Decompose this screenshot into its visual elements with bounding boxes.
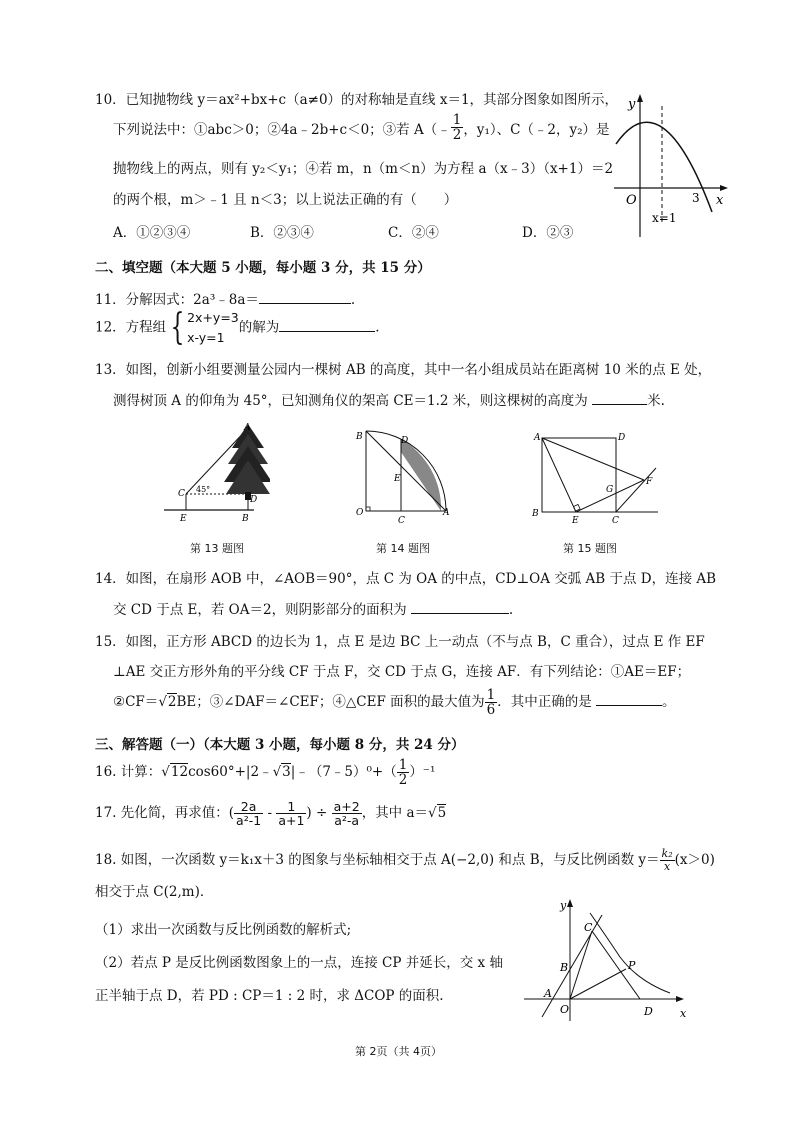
fig14-label-a: A bbox=[443, 508, 450, 518]
q10-line2: 下列说法中：①abc＞0；②4a﹣2b+c＜0；③若 A（﹣ $\frac{1}{2}$ ，y₁）、C（﹣2，y₂）是 bbox=[113, 111, 610, 143]
q10-line4: 的两个根，m＞﹣1 且 n＜3；以上说法正确的有（ ） bbox=[113, 192, 458, 208]
fig15-label-b: B bbox=[532, 509, 539, 519]
ae-segment bbox=[542, 438, 576, 512]
figure-14-caption: 第 14 题图 bbox=[376, 542, 430, 555]
q18-line2: 相交于点 C(2,m)． bbox=[95, 884, 214, 900]
q14-blank bbox=[411, 599, 509, 614]
q10-option-c: C．②④ bbox=[388, 225, 439, 241]
graph-axis-label: x=1 bbox=[652, 211, 677, 225]
section-2-heading: 二、填空题（本大题 5 小题，每小题 3 分，共 15 分） bbox=[95, 260, 431, 276]
q10-line3: 抛物线上的两点，则有 y₂＜y₁；④若 m，n（m＜n）为方程 a（x﹣3）（x+1）＝2 bbox=[113, 161, 614, 177]
x-axis-arrow bbox=[720, 185, 728, 191]
figure-15 bbox=[528, 428, 668, 524]
y-axis-arrow bbox=[637, 94, 643, 102]
fig14-label-e: E bbox=[394, 474, 401, 484]
af-segment bbox=[542, 438, 644, 480]
tree-icon bbox=[224, 424, 270, 500]
graph-three-label: 3 bbox=[692, 191, 700, 205]
fig13-label-d: D bbox=[250, 495, 258, 505]
graph-origin-label: O bbox=[626, 193, 637, 208]
q13-line1: 13．如图，创新小组要测量公园内一棵树 AB 的高度，其中一名小组成员站在距离树 10 米的点 E 处， bbox=[95, 362, 712, 378]
fig13-label-c: C bbox=[178, 489, 185, 499]
q10-option-b: B．②③④ bbox=[250, 225, 314, 241]
q15-blank bbox=[596, 691, 662, 706]
q18-line1: 18. 如图，一次函数 y＝k₁x＋3 的图象与坐标轴相交于点 A(−2,0) 和点 B，与反比例函数 y＝ $\frac{\text{k₂}}{x}$ (x＞0) bbox=[95, 847, 715, 873]
fig18-label-y: y bbox=[560, 899, 567, 912]
q18-part2: （2）若点 P 是反比例函数图象上的一点，连接 CP 并延长，交 x 轴 bbox=[95, 955, 503, 971]
fig15-label-e: E bbox=[572, 516, 579, 524]
q15-line3: ②CF＝√2BE；③∠DAF＝∠CEF；④△CEF 面积的最大值为 $\frac{1}{6}$ ．其中正确的是 。 bbox=[113, 687, 676, 719]
fig15-label-c: C bbox=[612, 516, 619, 524]
q17: 17. 先化简，再求值：( $\frac{2a}{\text{a²-1}}$ - $\frac{1}{a+1}$ ) ÷ $\frac{a+2}{\text{a²-a}}$ ，其中 a＝√5 bbox=[95, 799, 447, 829]
fig15-label-f: F bbox=[646, 477, 653, 487]
q14-line2: 交 CD 于点 E，若 OA＝2，则阴影部分的面积为 . bbox=[113, 598, 513, 618]
q10-option-a: A．①②③④ bbox=[113, 225, 191, 241]
fig18-label-d: D bbox=[644, 1005, 653, 1018]
fig18-label-p: P bbox=[628, 959, 636, 972]
q14-line1: 14．如图，在扇形 AOB 中，∠AOB＝90°，点 C 为 OA 的中点，CD⊥OA 交弧 AB 于点 D，连接 AB bbox=[95, 571, 717, 587]
fig15-label-d: D bbox=[618, 433, 626, 443]
q11-blank bbox=[259, 289, 351, 304]
q12-blank bbox=[279, 317, 375, 332]
figure-15-caption: 第 15 题图 bbox=[563, 542, 617, 555]
graph-x-label: x bbox=[716, 193, 724, 208]
q13-line2: 测得树顶 A 的仰角为 45°，已知测角仪的架高 CE＝1.2 米，则这棵树的高度为 米. bbox=[113, 389, 665, 409]
q15-line2: ⊥AE 交正方形外角的平分线 CF 于点 F，交 CD 于点 G，连接 AF．有下列结论：①AE＝EF； bbox=[113, 664, 691, 680]
fig15-label-g: G bbox=[606, 485, 614, 495]
fig18-label-o: O bbox=[560, 1003, 570, 1016]
fig14-label-d: D bbox=[401, 436, 409, 446]
figure-18 bbox=[520, 893, 690, 1023]
graph-y-label: y bbox=[628, 97, 636, 112]
fig13-label-b: B bbox=[242, 514, 249, 524]
q15-line1: 15．如图，正方形 ABCD 的边长为 1，点 E 是边 BC 上一动点（不与点 B，C 重合），过点 E 作 EF bbox=[95, 634, 705, 650]
q18-part1: （1）求出一次函数与反比例函数的解析式; bbox=[95, 922, 352, 938]
fig14-label-o: O bbox=[356, 508, 364, 518]
fig15-label-a: A bbox=[534, 433, 541, 443]
q10-parabola-graph bbox=[612, 92, 732, 242]
figure-13 bbox=[160, 420, 270, 528]
fig18-label-a: A bbox=[544, 987, 552, 1000]
fig18-label-x: x bbox=[680, 1007, 687, 1020]
hyperbola-curve bbox=[590, 913, 670, 993]
section-3-heading: 三、解答题（一）（本大题 3 小题，每小题 8 分，共 24 分） bbox=[95, 737, 465, 753]
fig14-label-b: B bbox=[356, 432, 363, 442]
q13-blank bbox=[592, 390, 647, 405]
figure-13-caption: 第 13 题图 bbox=[190, 542, 244, 555]
fig18-label-c: C bbox=[584, 921, 593, 934]
q18-part3: 正半轴于点 D，若 PD : CP＝1 : 2 时，求 ΔCOP 的面积. bbox=[95, 988, 444, 1004]
figure-14 bbox=[350, 425, 460, 525]
q10-line1: 10．已知抛物线 y＝ax²+bx+c（a≠0）的对称轴是直线 x＝1，其部分图象如图所示， bbox=[95, 92, 619, 108]
fig13-angle: 45° bbox=[196, 485, 211, 494]
y-axis-arrow bbox=[567, 899, 573, 907]
q12: 12．方程组 { 2x+y=3 x-y=1 的解为 . bbox=[95, 307, 380, 348]
q10-option-d: D．②③ bbox=[522, 225, 574, 241]
fig13-label-a: A bbox=[244, 423, 251, 433]
square-abcd bbox=[542, 438, 616, 512]
fig13-label-e: E bbox=[180, 514, 187, 524]
q11: 11．分解因式：2a³﹣8a＝ . bbox=[95, 288, 355, 308]
right-angle-o bbox=[366, 507, 370, 511]
x-axis-arrow bbox=[676, 996, 684, 1002]
page-footer: 第 2页（共 4页） bbox=[355, 1045, 442, 1058]
linear-function-line bbox=[542, 915, 602, 1017]
fig14-label-c: C bbox=[398, 516, 405, 525]
q16: 16. 计算：√12cos60°+|2﹣√3|﹣（7﹣5）⁰+（ $\frac{1}{2}$ ）⁻¹ bbox=[95, 757, 436, 789]
fig18-label-b: B bbox=[560, 961, 569, 974]
